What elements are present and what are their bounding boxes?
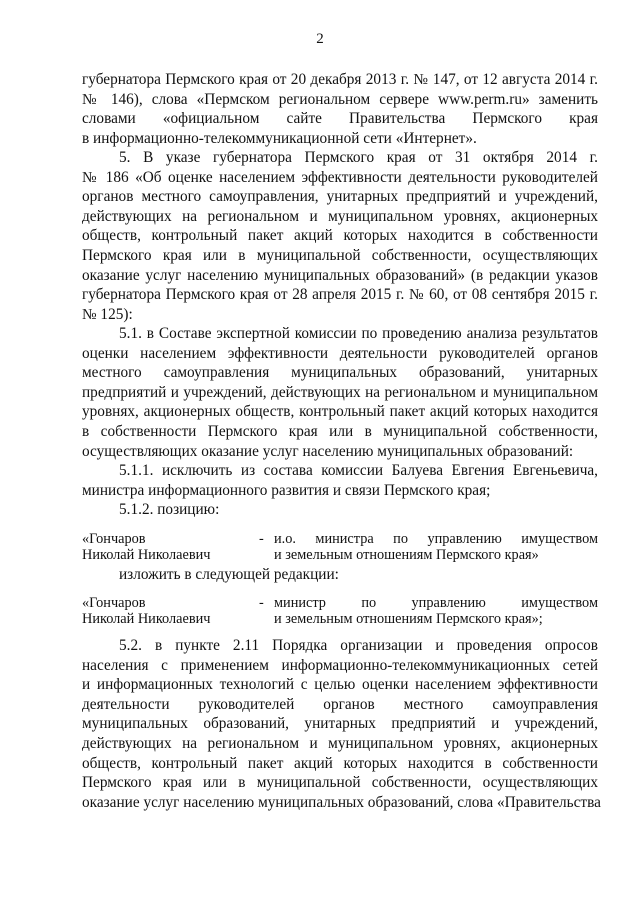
text-line: № 146), слова «Пермском региональном сервере www.perm.ru» заменить bbox=[82, 90, 598, 108]
text-line: в информационно-телекоммуникационной сети «Интернет». bbox=[82, 129, 477, 147]
text-line: оказание услуг населению муниципальных образований, слова «Правительства bbox=[82, 793, 601, 811]
text-line: словами «официальном сайте Правительства Пермского края bbox=[82, 110, 598, 128]
position-line: и земельным отношениям Пермского края» bbox=[274, 547, 539, 563]
text-line: уровнях, акционерных обществ, контрольный пакет акций которых находится bbox=[82, 403, 598, 421]
page-number: 2 bbox=[316, 31, 324, 47]
paragraph-item-5-2 bbox=[82, 636, 601, 812]
text-line: в собственности Пермского края или в муниципальной собственности, bbox=[82, 422, 598, 440]
person-name bbox=[82, 531, 257, 563]
text-line: губернатора Пермского края от 28 апреля 2015 г. № 60, от 08 сентября 2015 г. bbox=[82, 286, 598, 304]
text-line: действующих на региональном и муниципальном уровнях, акционерных bbox=[82, 734, 598, 752]
text-line: оценки населением эффективности деятельности руководителей органов bbox=[82, 344, 598, 362]
text-line: 5.1.2. позицию: bbox=[119, 501, 220, 518]
text-line: обществ, контрольный пакет акций которых находится в собственности bbox=[82, 754, 598, 772]
name-line: Николай Николаевич bbox=[82, 611, 211, 627]
text-line: оказание услуг населению муниципальных образований» (в редакции указов bbox=[82, 266, 598, 284]
text-line: 5. В указе губернатора Пермского края от 31 октября 2014 г. bbox=[119, 149, 598, 166]
name-line: «Гончаров bbox=[82, 531, 146, 547]
text-line: населения с применением информационно-телекоммуникационных сетей bbox=[82, 656, 598, 674]
text-line: министра информационного развития и связи Пермского края; bbox=[82, 481, 491, 499]
text-line: деятельности руководителей органов местного самоуправления bbox=[82, 695, 598, 713]
paragraph-continuation bbox=[82, 70, 598, 148]
person-position bbox=[274, 531, 598, 563]
text-line: муниципальных образований, унитарных предприятий и учреждений, bbox=[82, 715, 598, 733]
paragraph-item-5-1-1 bbox=[82, 461, 598, 500]
text-line: 5.1. в Составе экспертной комиссии по проведению анализа результатов bbox=[119, 325, 598, 342]
paragraph-item-5-1-2 bbox=[82, 500, 598, 520]
text-line: органов местного самоуправления, унитарных предприятий и учреждений, bbox=[82, 188, 598, 206]
text-line: обществ, контрольный пакет акций которых находится в собственности bbox=[82, 227, 598, 245]
text-line: 5.2. в пункте 2.11 Порядка организации и проведения опросов bbox=[119, 637, 598, 654]
text-line: местного самоуправления муниципальных образований, унитарных bbox=[82, 364, 598, 382]
text-line: и информационных технологий с целью оценки населением эффективности bbox=[82, 676, 598, 694]
position-line: министр по управлению имуществом bbox=[274, 595, 598, 611]
text-line: изложить в следующей редакции: bbox=[119, 566, 339, 583]
text-line: губернатора Пермского края от 20 декабря 2013 г. № 147, от 12 августа 2014 г. bbox=[82, 71, 598, 88]
text-line: осуществляющих оказание услуг населению муниципальных образований: bbox=[82, 442, 574, 460]
position-line: и земельным отношениям Пермского края»; bbox=[274, 611, 543, 627]
person-name bbox=[82, 595, 257, 627]
entry-dash: - bbox=[259, 595, 264, 611]
paragraph-replace bbox=[82, 565, 598, 585]
entry-dash: - bbox=[259, 531, 264, 547]
paragraph-item-5-1 bbox=[82, 324, 598, 461]
text-line: Пермского края или в муниципальной собственности, осуществляющих bbox=[82, 774, 598, 792]
text-line: предприятий и учреждений, действующих на региональном и муниципальном bbox=[82, 383, 598, 401]
text-line: Пермского края или в муниципальной собственности, осуществляющих bbox=[82, 246, 598, 264]
name-line: Николай Николаевич bbox=[82, 547, 211, 563]
name-line: «Гончаров bbox=[82, 595, 146, 611]
paragraph-item-5 bbox=[82, 148, 598, 324]
text-line: № 125): bbox=[82, 305, 133, 323]
text-line: № 186 «Об оценке населением эффективности деятельности руководителей bbox=[82, 168, 598, 186]
person-position bbox=[274, 595, 598, 627]
position-line: и.о. министра по управлению имуществом bbox=[274, 531, 598, 547]
text-line: действующих на региональном и муниципальном уровнях, акционерных bbox=[82, 207, 598, 225]
text-line: 5.1.1. исключить из состава комиссии Балуева Евгения Евгеньевича, bbox=[119, 462, 598, 479]
